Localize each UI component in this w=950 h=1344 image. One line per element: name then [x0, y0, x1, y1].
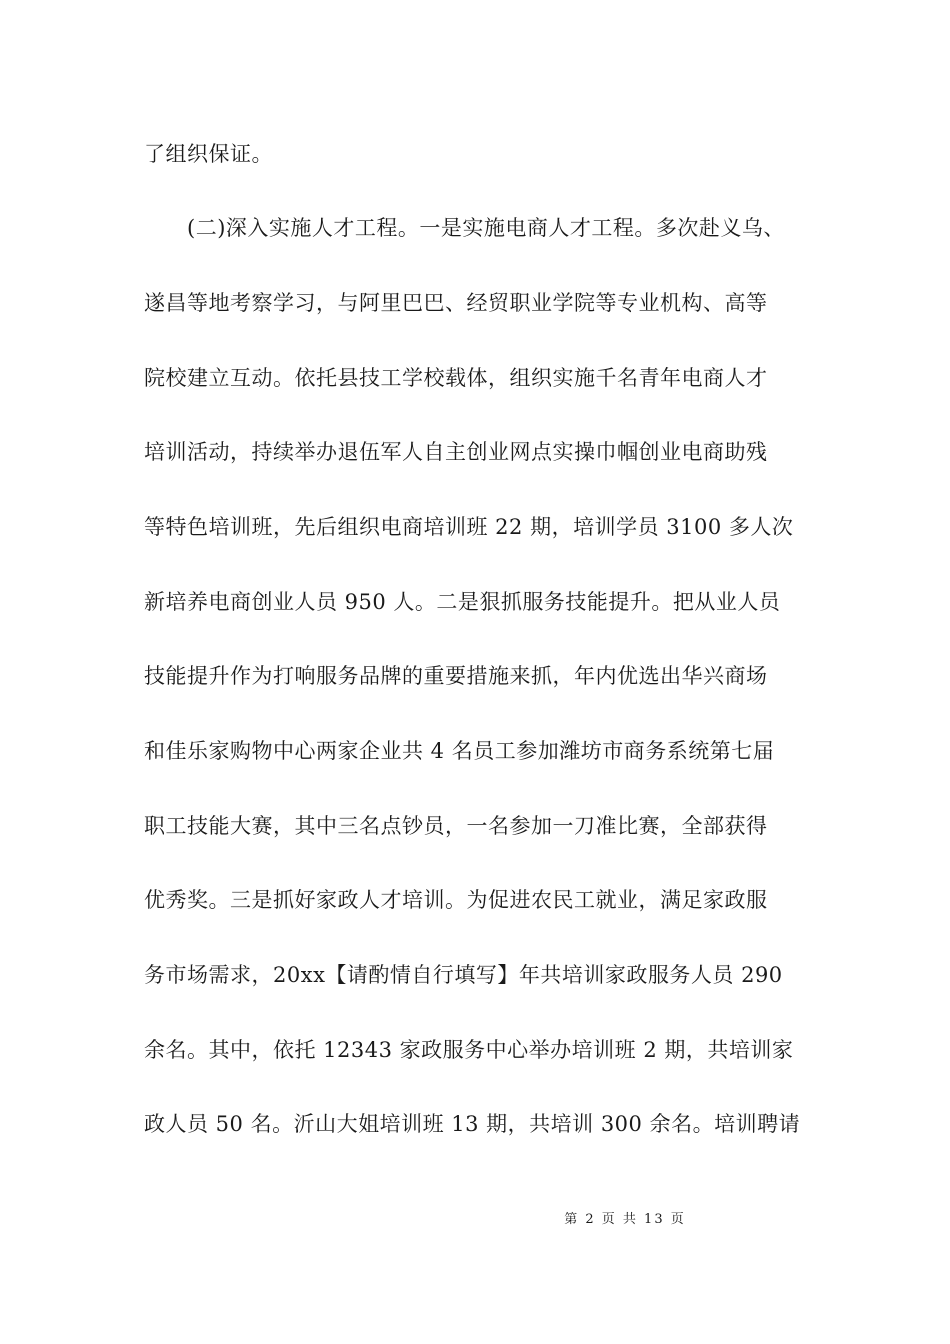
body-text-line: (二)深入实施人才工程。一是实施电商人才工程。多次赴义乌、	[144, 216, 785, 240]
body-text-line: 职工技能大赛，其中三名点钞员，一名参加一刀准比赛，全部获得	[144, 814, 768, 838]
body-text-line: 余名。其中，依托 12343 家政服务中心举办培训班 2 期，共培训家	[144, 1038, 794, 1062]
body-text-line: 技能提升作为打响服务品牌的重要措施来抓，年内优选出华兴商场	[144, 664, 768, 688]
body-text-line: 培训活动，持续举办退伍军人自主创业网点实操巾帼创业电商助残	[144, 440, 768, 464]
body-text-line: 了组织保证。	[144, 142, 273, 166]
body-text-line: 优秀奖。三是抓好家政人才培训。为促进农民工就业，满足家政服	[144, 888, 768, 912]
body-text-line: 院校建立互动。依托县技工学校载体，组织实施千名青年电商人才	[144, 366, 768, 390]
body-text-line: 遂昌等地考察学习，与阿里巴巴、经贸职业学院等专业机构、高等	[144, 291, 768, 315]
body-text-line: 等特色培训班，先后组织电商培训班 22 期，培训学员 3100 多人次	[144, 515, 794, 539]
page-number-footer: 第 2 页 共 13 页	[564, 1212, 686, 1227]
body-text-line: 新培养电商创业人员 950 人。二是狠抓服务技能提升。把从业人员	[144, 590, 781, 614]
body-text-line: 务市场需求，20xx【请酌情自行填写】年共培训家政服务人员 290	[144, 963, 783, 987]
body-text-line: 政人员 50 名。沂山大姐培训班 13 期，共培训 300 余名。培训聘请	[144, 1112, 801, 1136]
body-text-line: 和佳乐家购物中心两家企业共 4 名员工参加潍坊市商务系统第七届	[144, 739, 775, 763]
